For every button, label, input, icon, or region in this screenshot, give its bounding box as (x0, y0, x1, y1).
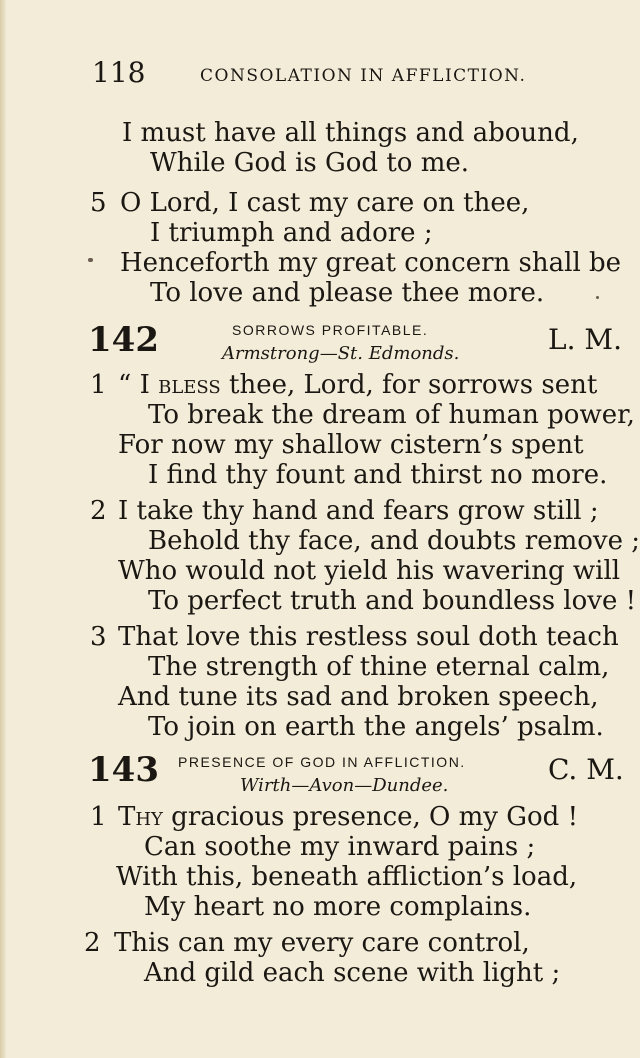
verse-line: The strength of thine eternal calm, (148, 652, 610, 682)
verse-line: While God is God to me. (150, 148, 470, 178)
verse-line: My heart no more complains. (144, 892, 532, 922)
verse-line: And gild each scene with light ; (144, 958, 561, 988)
verse-number: 1 (90, 802, 107, 832)
open-quote: “ (118, 370, 140, 400)
verse-line: I triumph and adore ; (150, 218, 433, 248)
page-edge (0, 0, 6, 1058)
verse-line: For now my shallow cistern’s spent (118, 430, 584, 460)
hymn-number: 143 (88, 750, 159, 790)
first-words: I bless (139, 370, 221, 400)
verse-number: 5 (90, 188, 107, 218)
verse-line: This can my every care control, (114, 928, 530, 958)
verse-line: Behold thy face, and doubts remove ; (148, 526, 640, 556)
verse-number: 1 (90, 370, 107, 400)
first-words: Thy (118, 802, 163, 832)
running-title: CONSOLATION IN AFFLICTION. (200, 66, 527, 86)
verse-line: I take thy hand and fears grow still ; (118, 496, 599, 526)
hymn-tunes: Wirth—Avon—Dundee. (240, 775, 449, 796)
verse-line: And tune its sad and broken speech, (118, 682, 599, 712)
verse-number: 2 (84, 928, 101, 958)
page-number: 118 (92, 56, 146, 89)
verse-line: I find thy fount and thirst no more. (148, 460, 608, 490)
verse-line: With this, beneath affliction’s load, (116, 862, 578, 892)
verse-line: Henceforth my great concern shall be (120, 248, 622, 278)
hymn-meter: C. M. (548, 753, 624, 786)
verse-line: O Lord, I cast my care on thee, (120, 188, 530, 218)
verse-number: 3 (90, 622, 107, 652)
hymn-title: PRESENCE OF GOD IN AFFLICTION. (178, 754, 466, 770)
verse-line: I must have all things and abound, (122, 118, 579, 148)
hymn-title: SORROWS PROFITABLE. (232, 322, 429, 338)
verse-line: To perfect truth and boundless love ! (148, 586, 637, 616)
verse-line: That love this restless soul doth teach (118, 622, 619, 652)
ink-speck (596, 296, 599, 299)
verse-first-line (118, 802, 578, 832)
hymn-number: 142 (88, 320, 159, 360)
line-rest: thee, Lord, for sorrows sent (220, 370, 598, 400)
verse-line: To break the dream of human power, (148, 400, 635, 430)
line-rest: gracious presence, O my God ! (162, 802, 579, 832)
ink-speck (88, 258, 93, 262)
verse-first-line (118, 370, 597, 400)
running-head (92, 56, 552, 92)
verse-line: To join on earth the angels’ psalm. (148, 712, 604, 742)
verse-line: To love and please thee more. (150, 278, 545, 308)
hymn-meter: L. M. (548, 323, 622, 356)
hymn-tunes: Armstrong—St. Edmonds. (222, 343, 460, 364)
verse-line: Who would not yield his wavering will (118, 556, 621, 586)
verse-number: 2 (90, 496, 107, 526)
verse-line: Can soothe my inward pains ; (144, 832, 536, 862)
